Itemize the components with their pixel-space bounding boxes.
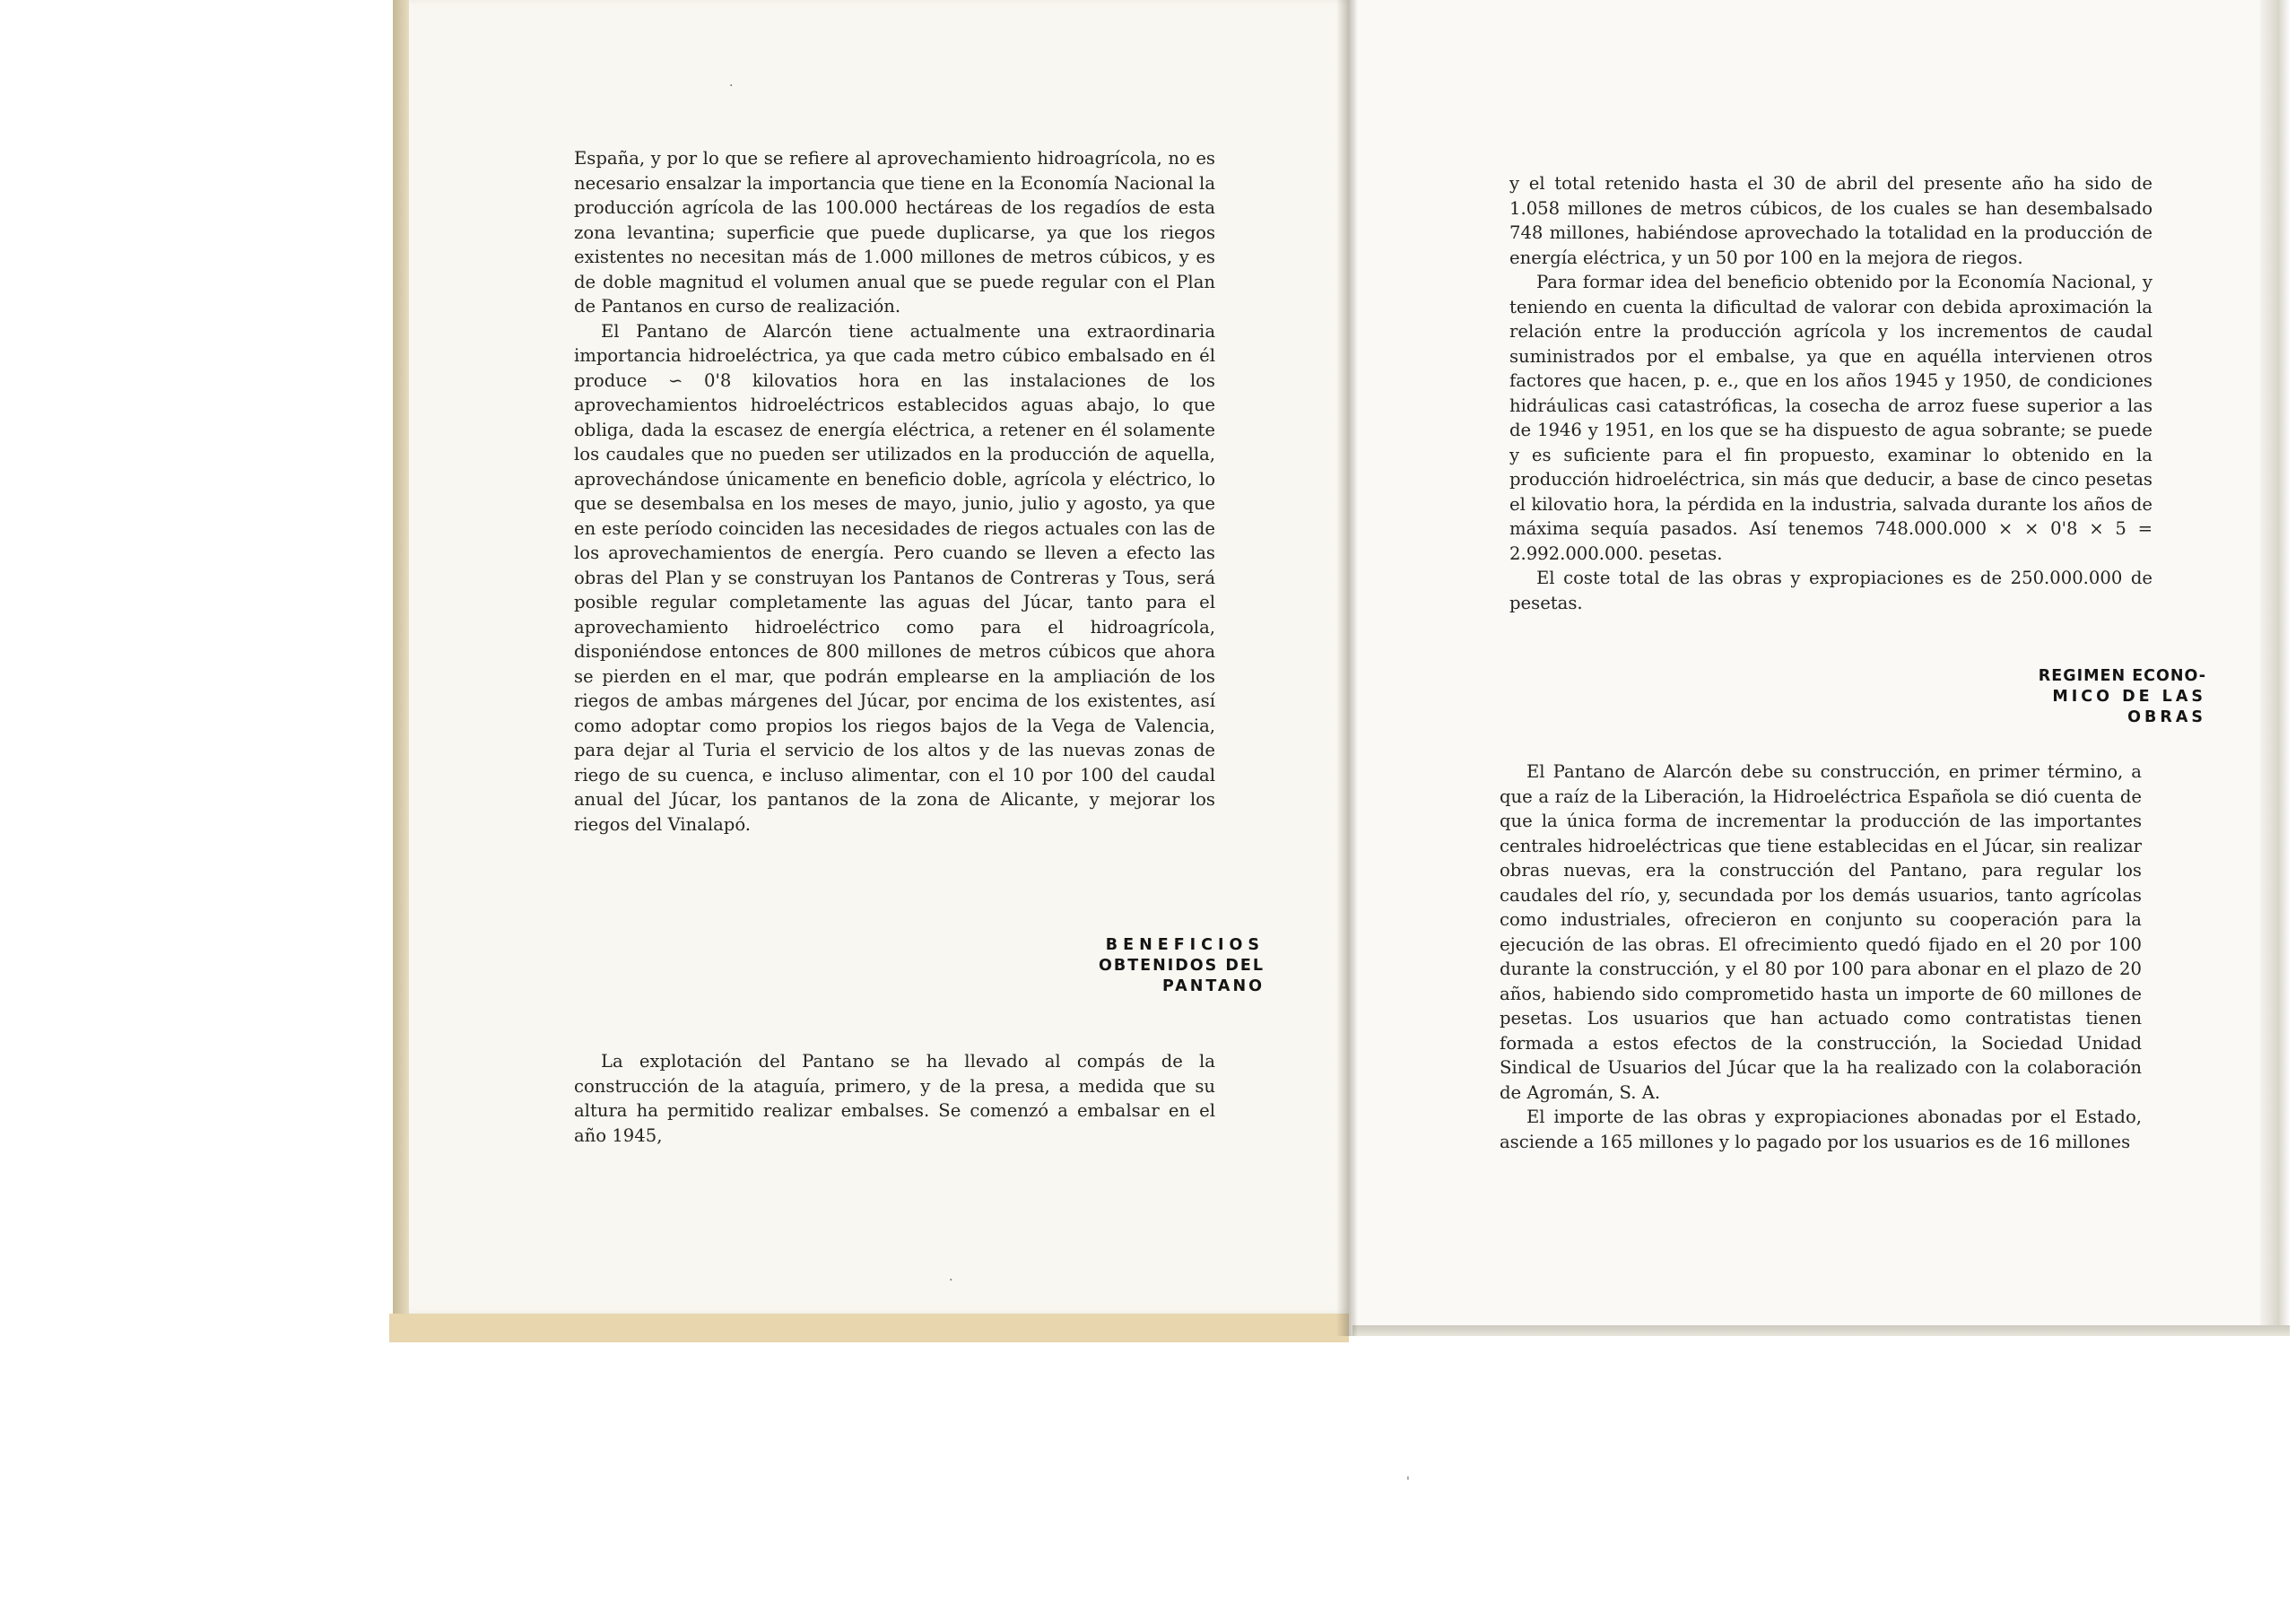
heading-line: PANTANO [1161, 977, 1265, 995]
left-bottom-text [574, 1049, 1215, 1148]
paragraph: La explotación del Pantano se ha llevado al compás de la construcción de la ataguía, primero, y de la presa, a medida que su altura ha permitido realizar embalses. Se comenzó a embalsar en el año 1945, [574, 1051, 1215, 1146]
left-body-text [574, 146, 1215, 837]
section-heading-beneficios [1040, 935, 1265, 997]
right-bottom-text [1500, 759, 2142, 1154]
speck: · [949, 1273, 953, 1288]
heading-line: REGIMEN ECONO- [2038, 667, 2206, 685]
speck: ' [1406, 1475, 1410, 1489]
heading-line: OBTENIDOS DEL [1099, 957, 1265, 975]
section-heading-regimen [1955, 666, 2206, 728]
paragraph: España, y por lo que se refiere al aprovechamiento hidroagrícola, no es necesario ensalzar la importancia que tiene en la Economía Nacional la producción agrícola de las 100.000 hectáreas de los regadíos de esta zona levantina; superficie que puede duplicarse, ya que los riegos existentes no necesitan más de 1.000 millones de metros cúbicos, y es de doble magnitud el volumen anual que se puede regular con el Plan de Pantanos en curso de realización. [574, 148, 1215, 317]
left-binding-edge [393, 0, 409, 1314]
right-body-text [1509, 171, 2152, 615]
heading-line: BENEFICIOS [1105, 936, 1265, 954]
paragraph: El Pantano de Alarcón debe su construcción, en primer término, a que a raíz de la Liberación, la Hidroeléctrica Española se dió cuenta de que la única forma de incrementar la producción de las importantes centrales hidroeléctricas que tiene establecidas en el Júcar, sin realizar obras nuevas, era la construcción del Pantano, para regular los caudales del río, y, secundada por los demás usuarios, tanto agrícolas como industriales, ofrecieron en conjunto su cooperación para la ejecución de las obras. El ofrecimiento quedó fijado en el 20 por 100 durante la construcción, y el 80 por 100 para abonar en el plazo de 20 años, habiendo sido comprometido hasta un importe de 60 millones de pesetas. Los usuarios que han actuado como contratistas tienen formada a estos efectos de la construcción, la Sociedad Unidad Sindical de Usuarios del Júcar que la ha realizado con la colaboración de Agromán, S. A. [1500, 761, 2142, 1103]
paragraph: El Pantano de Alarcón tiene actualmente una extraordinaria importancia hidroeléctrica, ya que cada metro cúbico embalsado en él produce ∽ 0'8 kilovatios hora en las instalaciones de los aprovechamientos hidroeléctricos establecidos aguas abajo, lo que obliga, dada la escasez de energía eléctrica, a retener en él solamente los caudales que no pueden ser utilizados en la producción de aquella, aprovechándose únicamente en beneficio doble, agrícola y eléctrico, lo que se desembalsa en los meses de mayo, junio, julio y agosto, ya que en este período coinciden las necesidades de riegos actuales con las de los aprovechamientos de energía. Pero cuando se lleven a efecto las obras del Plan y se construyan los Pantanos de Contreras y Tous, será posible regular completamente las aguas del Júcar, tanto para el aprovechamiento hidroeléctrico como para el hidroagrícola, disponiéndose entonces de 800 millones de metros cúbicos que ahora se pierden en el mar, que podrán emplearse en la ampliación de los riegos de ambas márgenes del Júcar, por encima de los existentes, así como adoptar como propios los riegos bajos de la Vega de Valencia, para dejar al Turia el servicio de los altos y de las nuevas zonas de riego de su cuenca, e incluso alimentar, con el 10 por 100 del caudal anual del Júcar, los pantanos de la zona de Alicante, y mejorar los riegos del Vinalapó. [574, 320, 1215, 835]
book-gutter [1336, 0, 1358, 1336]
paragraph: El importe de las obras y expropiaciones abonadas por el Estado, asciende a 165 millones y lo pagado por los usuarios es de 16 millones [1500, 1107, 2142, 1152]
heading-line: OBRAS [2127, 708, 2206, 726]
right-page-edge [2260, 0, 2291, 1325]
paragraph: Para formar idea del beneficio obtenido por la Economía Nacional, y teniendo en cuenta la dificultad de valorar con debida aproximación la relación entre la producción agrícola y los incrementos de caudal suministrados por el embalse, ya que en aquélla intervienen otros factores que hacen, p. e., que en los años 1945 y 1950, de condiciones hidráulicas casi catastróficas, la cosecha de arroz fuese superior a las de 1946 y 1951, en los que se ha dispuesto de agua sobrante; se puede y es suficiente para el fin propuesto, examinar lo obtenido en la producción hidroeléctrica, sin más que deducir, a base de cinco pesetas el kilovatio hora, la pérdida en la industria, salvada durante los años de máxima sequía pasados. Así tenemos 748.000.000 × × 0'8 × 5 = 2.992.000.000. pesetas. [1509, 272, 2152, 564]
heading-line: MICO DE LAS [2052, 688, 2206, 706]
paragraph: y el total retenido hasta el 30 de abril del presente año ha sido de 1.058 millones de metros cúbicos, de los cuales se han desembalsado 748 millones, habiéndose aprovechado la totalidad en la producción de energía eléctrica, y un 50 por 100 en la mejora de riegos. [1509, 173, 2152, 268]
cover-edge [389, 1314, 1349, 1342]
speck: · [729, 79, 734, 93]
paragraph: El coste total de las obras y expropiaciones es de 250.000.000 de pesetas. [1509, 568, 2152, 613]
